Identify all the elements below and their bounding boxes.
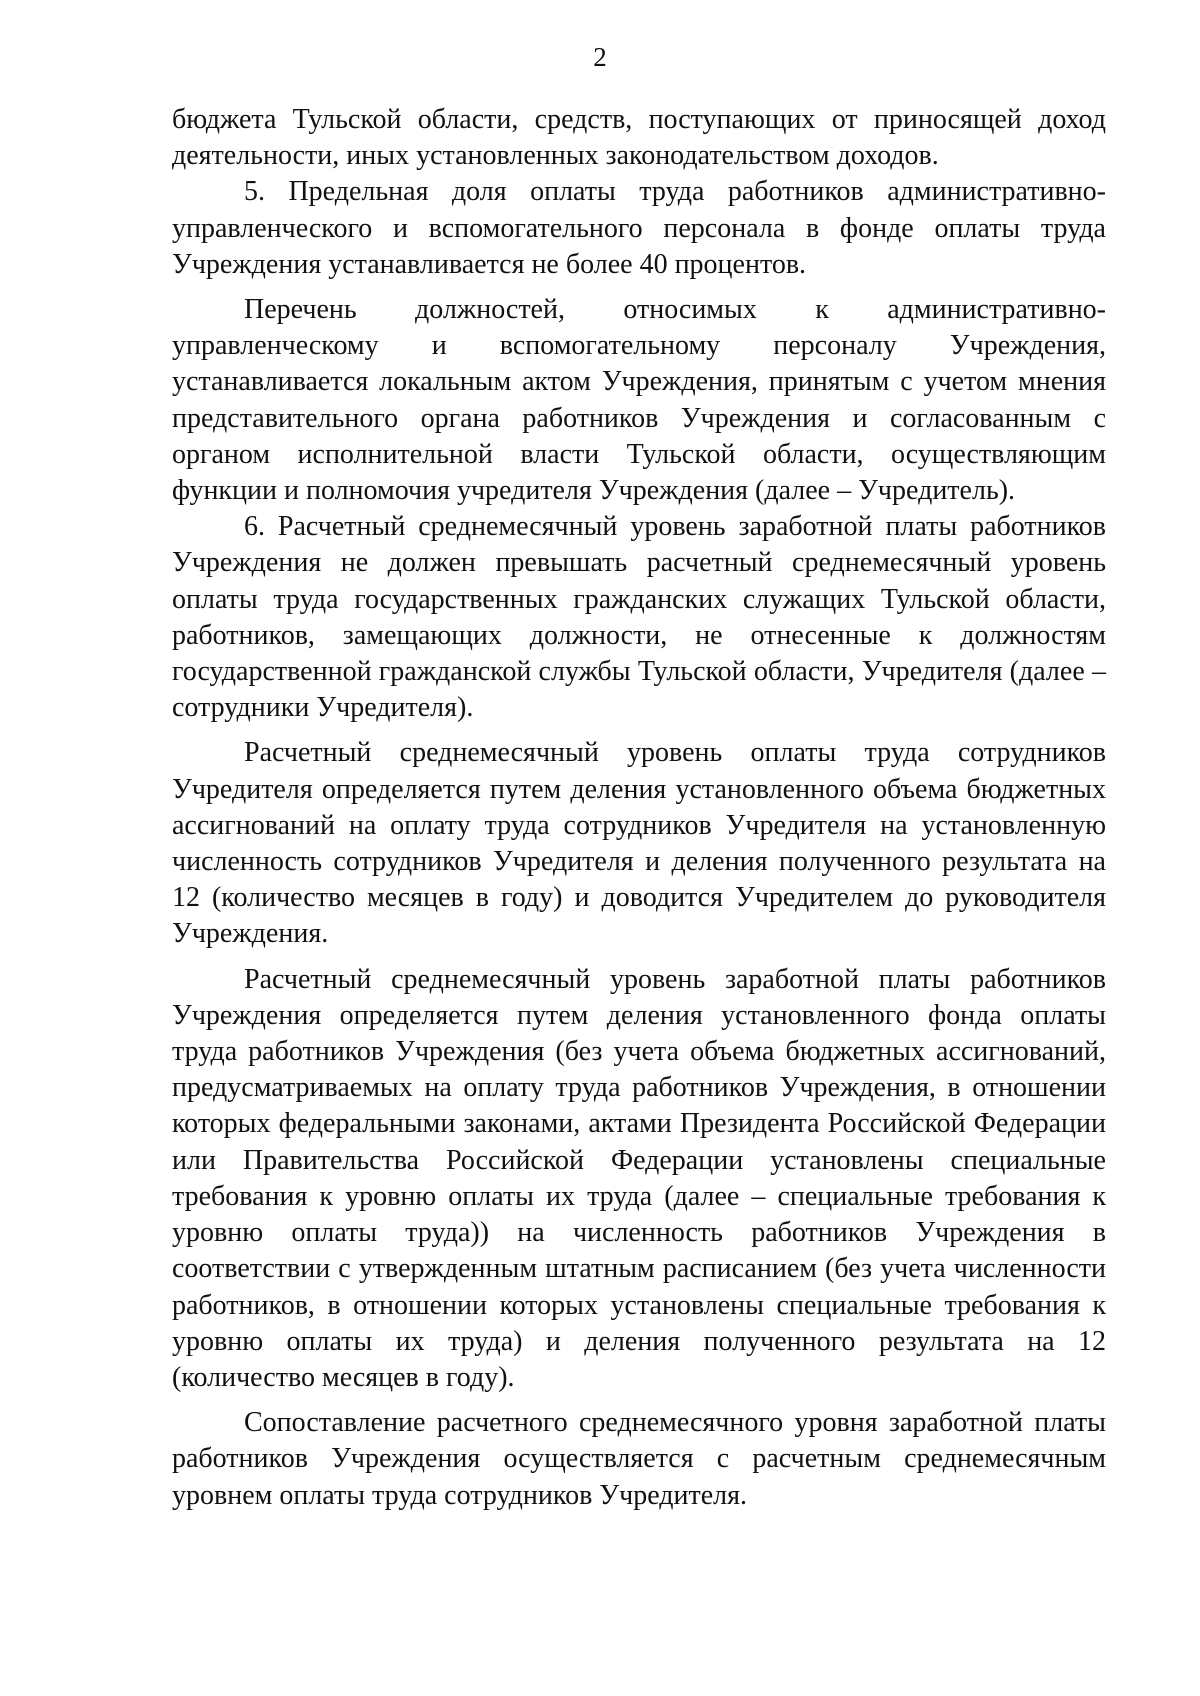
paragraph-founder-salary-level: Расчетный среднемесячный уровень оплаты труда сотрудников Учредителя определяется путем деления установленного объема бюджетных ассигнований на оплату труда сотрудников Учредителя на установленную численность сотрудников Учредителя и деления полученного результата на 12 (количество месяцев в году) и доводится Учредителем до руководителя Учреждения. (172, 737, 1106, 950)
paragraph-comparison: Сопоставление расчетного среднемесячного уровня заработной платы работников Учреждения осуществляется с расчетным среднемесячным уровнем оплаты труда сотрудников Учредителя. (172, 1407, 1106, 1511)
paragraph-institution-salary-level: Расчетный среднемесячный уровень заработной платы работников Учреждения определяется путем деления установленного фонда оплаты труда работников Учреждения (без учета объема бюджетных ассигнований, предусматриваемых на оплату труда работников Учреждения, в отношении которых федеральными законами, актами Президента Российской Федерации или Правительства Российской Федерации установлены специальные требования к уровню оплаты их труда (далее – специальные требования к уровню оплаты труда)) на численность работников Учреждения в соответствии с утвержденным штатным расписанием (без учета численности работников, в отношении которых установлены специальные требования к уровню оплаты их труда) и деления полученного результата на 12 (количество месяцев в году). (172, 963, 1106, 1393)
paragraph-positions-list: Перечень должностей, относимых к административно-управленческому и вспомогательному персоналу Учреждения, устанавливается локальным актом Учреждения, принятым с учетом мнения представительного органа работников Учреждения и согласованным с органом исполнительной власти Тульской области, осуществляющим функции и полномочия учредителя Учреждения (далее – Учредитель). (172, 294, 1106, 507)
document-body (172, 102, 1106, 1514)
paragraph-continuation: бюджета Тульской области, средств, поступающих от приносящей доход деятельности, иных установленных законодательством доходов. (172, 104, 1106, 172)
paragraph-item-5: 5. Предельная доля оплаты труда работников административно-управленческого и вспомогательного персонала в фонде оплаты труда Учреждения устанавливается не более 40 процентов. (172, 176, 1106, 280)
paragraph-item-6: 6. Расчетный среднемесячный уровень заработной платы работников Учреждения не должен превышать расчетный среднемесячный уровень оплаты труда государственных гражданских служащих Тульской области, работников, замещающих должности, не отнесенные к должностям государственной гражданской службы Тульской области, Учредителя (далее – сотрудники Учредителя). (172, 511, 1106, 724)
page-number: 2 (593, 42, 607, 72)
